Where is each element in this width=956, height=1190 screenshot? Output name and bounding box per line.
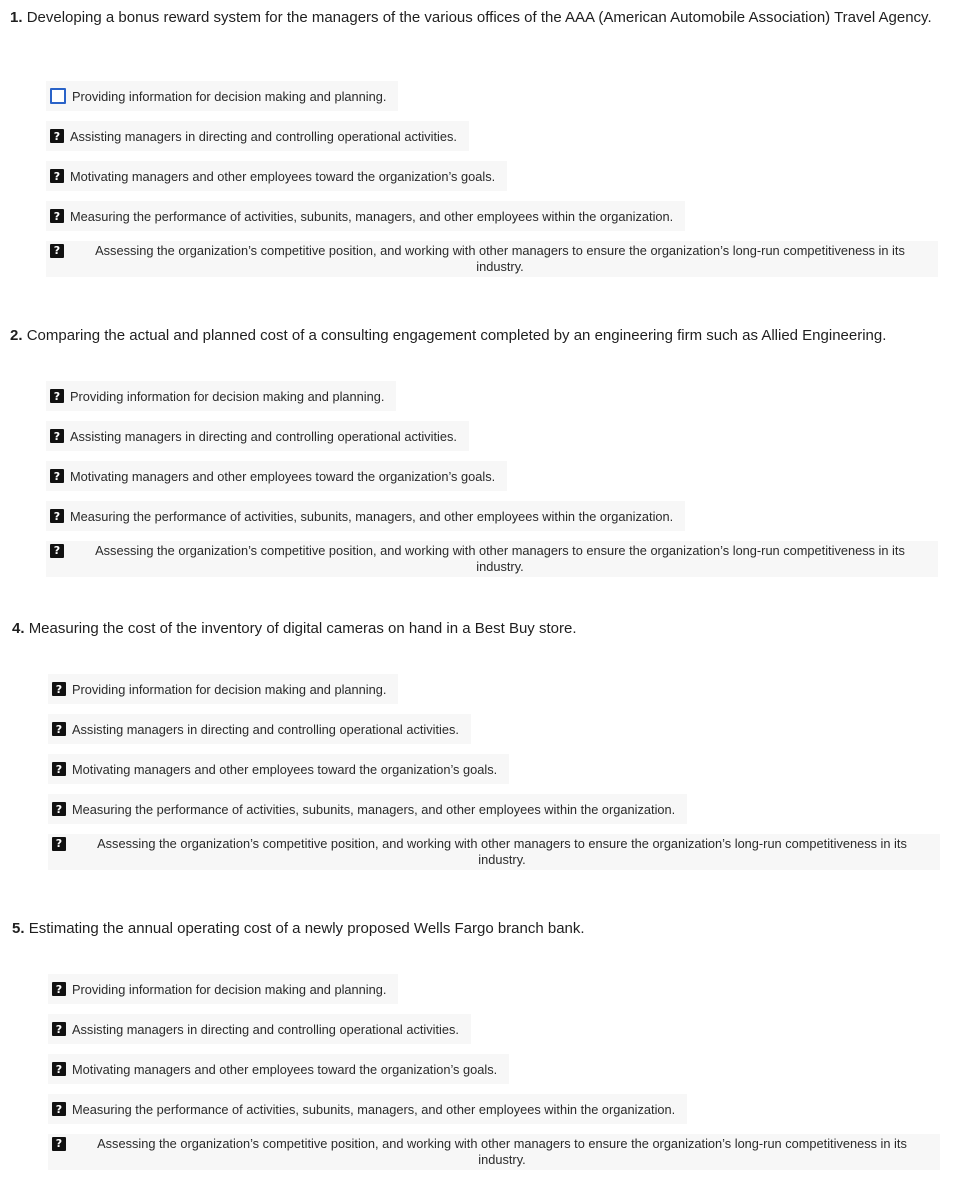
option-row[interactable] [46,81,398,111]
option-row[interactable] [48,1134,940,1170]
option-label: Assessing the organization’s competitive position, and working with other managers to ensure the organization’s long-run competitiveness in its industry. [97,1136,907,1167]
question-number: 1. [10,9,23,26]
question-mark-icon[interactable]: ? [52,1102,66,1116]
option-label: Motivating managers and other employees toward the organization’s goals. [72,1061,498,1077]
question-4 [12,620,942,638]
option-label: Measuring the performance of activities, subunits, managers, and other employees within the organization. [70,208,674,224]
question-text [10,327,940,345]
question-mark-icon[interactable]: ? [52,762,66,776]
question-5 [12,920,942,938]
option-row[interactable] [48,974,398,1004]
question-mark-icon[interactable]: ? [52,802,66,816]
question-number: 2. [10,327,23,344]
option-label: Assessing the organization’s competitive position, and working with other managers to ensure the organization’s long-run competitiveness in its industry. [95,543,905,574]
question-mark-icon[interactable]: ? [50,244,64,258]
question-mark-icon[interactable]: ? [50,509,64,523]
question-mark-icon[interactable]: ? [50,429,64,443]
option-row[interactable] [48,714,471,744]
option-label: Providing information for decision making and planning. [72,681,387,697]
question-mark-icon[interactable]: ? [52,682,66,696]
question-number: 4. [12,620,25,637]
question-mark-icon[interactable]: ? [52,1062,66,1076]
question-mark-icon[interactable]: ? [52,982,66,996]
option-label: Motivating managers and other employees toward the organization’s goals. [72,761,498,777]
question-mark-icon[interactable]: ? [52,1137,66,1151]
question-mark-icon[interactable]: ? [50,209,64,223]
option-label: Motivating managers and other employees toward the organization’s goals. [70,168,496,184]
question-mark-icon[interactable]: ? [50,544,64,558]
option-label: Assisting managers in directing and controlling operational activities. [72,1021,459,1037]
option-row[interactable] [46,541,938,577]
question-mark-icon[interactable]: ? [50,469,64,483]
option-row[interactable] [48,674,398,704]
option-label: Assessing the organization’s competitive position, and working with other managers to ensure the organization’s long-run competitiveness in its industry. [95,243,905,274]
option-row[interactable] [48,754,509,784]
option-row[interactable] [46,161,507,191]
option-label: Assessing the organization’s competitive position, and working with other managers to ensure the organization’s long-run competitiveness in its industry. [97,836,907,867]
question-2 [10,327,940,345]
question-text [12,920,942,938]
question-prompt: Developing a bonus reward system for the managers of the various offices of the AAA (American Automobile Association) Travel Agency. [26,9,932,26]
option-row[interactable] [48,794,687,824]
option-row[interactable] [48,1054,509,1084]
question-number: 5. [12,920,25,937]
option-row[interactable] [46,421,469,451]
option-label: Measuring the performance of activities, subunits, managers, and other employees within the organization. [72,1101,676,1117]
question-mark-icon[interactable]: ? [50,169,64,183]
option-label: Measuring the performance of activities, subunits, managers, and other employees within the organization. [70,508,674,524]
question-mark-icon[interactable]: ? [52,837,66,851]
option-label: Assisting managers in directing and controlling operational activities. [70,428,457,444]
question-mark-icon[interactable]: ? [50,129,64,143]
option-row[interactable] [46,241,938,277]
option-row[interactable] [46,121,469,151]
question-prompt: Estimating the annual operating cost of a newly proposed Wells Fargo branch bank. [28,920,585,937]
option-row[interactable] [46,381,396,411]
question-mark-icon[interactable]: ? [52,722,66,736]
question-1 [10,9,940,27]
option-label: Providing information for decision making and planning. [72,981,387,997]
option-label: Assisting managers in directing and controlling operational activities. [72,721,459,737]
question-prompt: Comparing the actual and planned cost of a consulting engagement completed by an engineering firm such as Allied Engineering. [26,327,887,344]
question-text [12,620,942,638]
question-mark-icon[interactable]: ? [52,1022,66,1036]
option-label: Motivating managers and other employees toward the organization’s goals. [70,468,496,484]
question-prompt: Measuring the cost of the inventory of digital cameras on hand in a Best Buy store. [28,620,577,637]
option-label: Assisting managers in directing and controlling operational activities. [70,128,457,144]
option-label: Measuring the performance of activities, subunits, managers, and other employees within the organization. [72,801,676,817]
option-row[interactable] [48,834,940,870]
question-text [10,9,940,27]
option-row[interactable] [46,501,685,531]
checkbox-empty-icon[interactable] [50,88,66,104]
option-row[interactable] [48,1094,687,1124]
option-label: Providing information for decision making and planning. [72,88,387,104]
option-row[interactable] [46,461,507,491]
option-row[interactable] [48,1014,471,1044]
option-label: Providing information for decision making and planning. [70,388,385,404]
option-row[interactable] [46,201,685,231]
question-mark-icon[interactable]: ? [50,389,64,403]
